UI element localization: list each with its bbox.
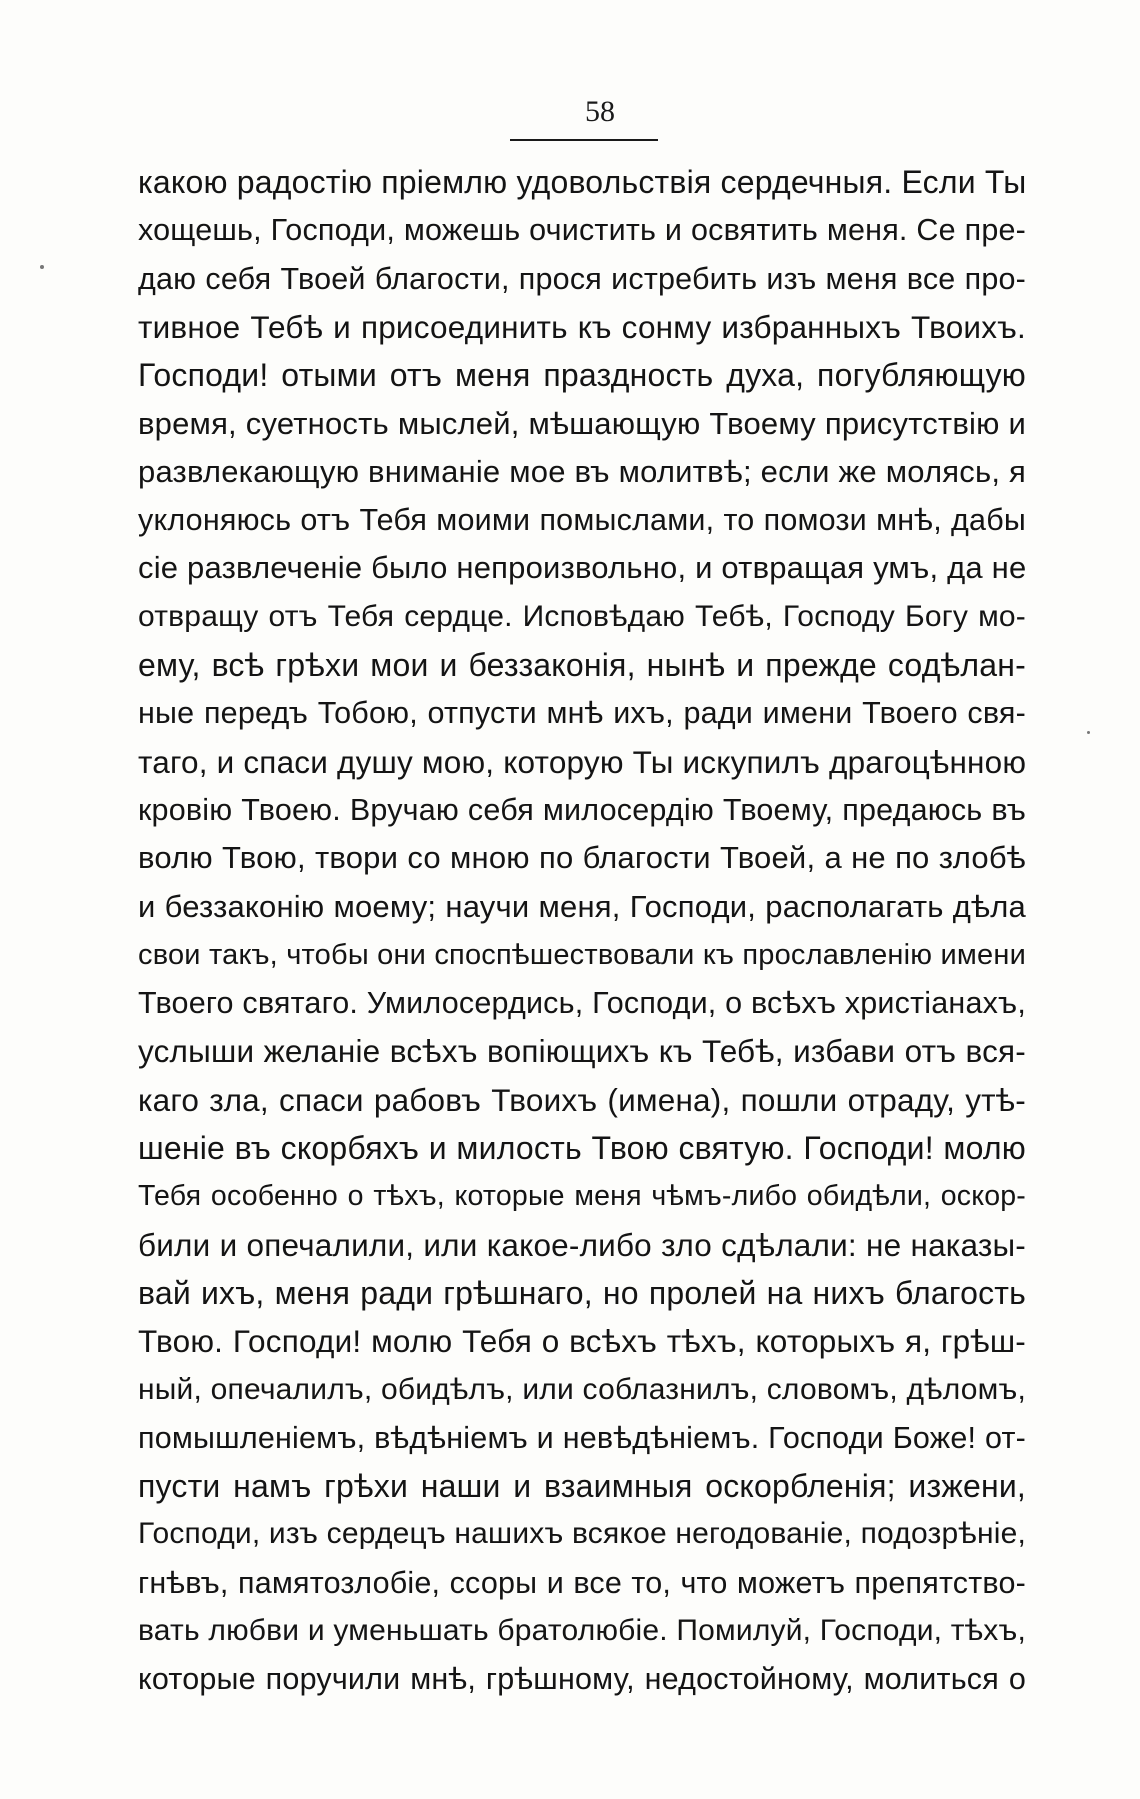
paper-speck <box>40 265 44 269</box>
text-line: шеніе въ скорбяхъ и милость Твою святую. Господи! молю <box>138 1130 1026 1166</box>
text-line: ные передъ Тобою, отпусти мнѣ ихъ, ради имени Твоего свя- <box>138 696 1026 731</box>
text-line: ный, опечалилъ, обидѣлъ, или соблазнилъ, словомъ, дѣломъ, <box>138 1372 1026 1406</box>
text-line: таго, и спаси душу мою, которую Ты искупилъ драгоцѣнною <box>138 743 1027 780</box>
paper-speck <box>1087 731 1090 734</box>
text-line: били и опечалили, или какое-либо зло сдѣлали: не наказы- <box>138 1226 1026 1263</box>
text-line: хощешь, Господи, можешь очистить и освятить меня. Се пре- <box>138 213 1026 248</box>
text-line: какою радостію пріемлю удовольствія сердечныя. Если Ты <box>138 164 1027 200</box>
text-line: Господи, изъ сердецъ нашихъ всякое негодованіе, подозрѣніе, <box>138 1517 1026 1551</box>
text-line: ему, всѣ грѣхи мои и беззаконія, нынѣ и прежде содѣлан- <box>138 647 1026 683</box>
text-line: даю себя Твоей благости, прося истребить изъ меня все про- <box>138 261 1026 296</box>
text-line: гнѣвъ, памятозлобіе, ссоры и все то, что можетъ препятство- <box>138 1565 1026 1600</box>
text-line: каго зла, спаси рабовъ Твоихъ (имена), пошли отраду, утѣ- <box>138 1081 1026 1118</box>
text-line: и беззаконію моему; научи меня, Господи, располагать дѣла <box>138 888 1026 924</box>
text-line: время, суетность мыслей, мѣшающую Твоему присутствію и <box>138 405 1026 441</box>
text-line: вай ихъ, меня ради грѣшнаго, но пролей на нихъ благость <box>138 1274 1026 1311</box>
text-line: тивное Тебѣ и присоединить къ сонму избранныхъ Твоихъ. <box>138 308 1026 345</box>
text-line: которые поручили мнѣ, грѣшному, недостойному, молиться о <box>138 1662 1026 1697</box>
text-line: отвращу отъ Тебя сердце. Исповѣдаю Тебѣ, Господу Богу мо- <box>138 599 1026 633</box>
text-line: волю Твою, твори со мною по благости Твоей, а не по злобѣ <box>138 840 1026 876</box>
text-line: Твоего святаго. Умилосердись, Господи, о всѣхъ христіанахъ, <box>138 986 1026 1021</box>
text-line: Твою. Господи! молю Тебя о всѣхъ тѣхъ, которыхъ я, грѣш- <box>138 1323 1026 1360</box>
text-line: развлекающую вниманіе мое въ молитвѣ; если же молясь, я <box>138 453 1026 489</box>
text-line: уклоняюсь отъ Тебя моими помыслами, то помози мнѣ, дабы <box>138 503 1026 538</box>
header-rule <box>510 139 658 141</box>
text-line: помышленіемъ, вѣдѣніемъ и невѣдѣніемъ. Господи Боже! от- <box>138 1420 1026 1455</box>
text-line: кровію Твоею. Вручаю себя милосердію Твоему, предаюсь въ <box>138 792 1026 827</box>
text-line: свои такъ, чтобы они споспѣшествовали къ прославленію имени <box>138 938 1026 971</box>
text-line: сіе развлеченіе было непроизвольно, и отвращая умъ, да не <box>138 550 1027 586</box>
page-number: 58 <box>585 95 615 128</box>
text-line: Тебя особенно о тѣхъ, которые меня чѣмъ-либо обидѣли, оскор- <box>138 1180 1026 1213</box>
text-line: Господи! отыми отъ меня праздность духа, погубляющую <box>138 357 1026 394</box>
text-line: вать любви и уменьшать братолюбіе. Помилуй, Господи, тѣхъ, <box>138 1614 1026 1647</box>
text-line: пусти намъ грѣхи наши и взаимныя оскорбленія; изжени, <box>138 1468 1026 1505</box>
text-line: услыши желаніе всѣхъ вопіющихъ къ Тебѣ, избави отъ вся- <box>138 1033 1026 1070</box>
